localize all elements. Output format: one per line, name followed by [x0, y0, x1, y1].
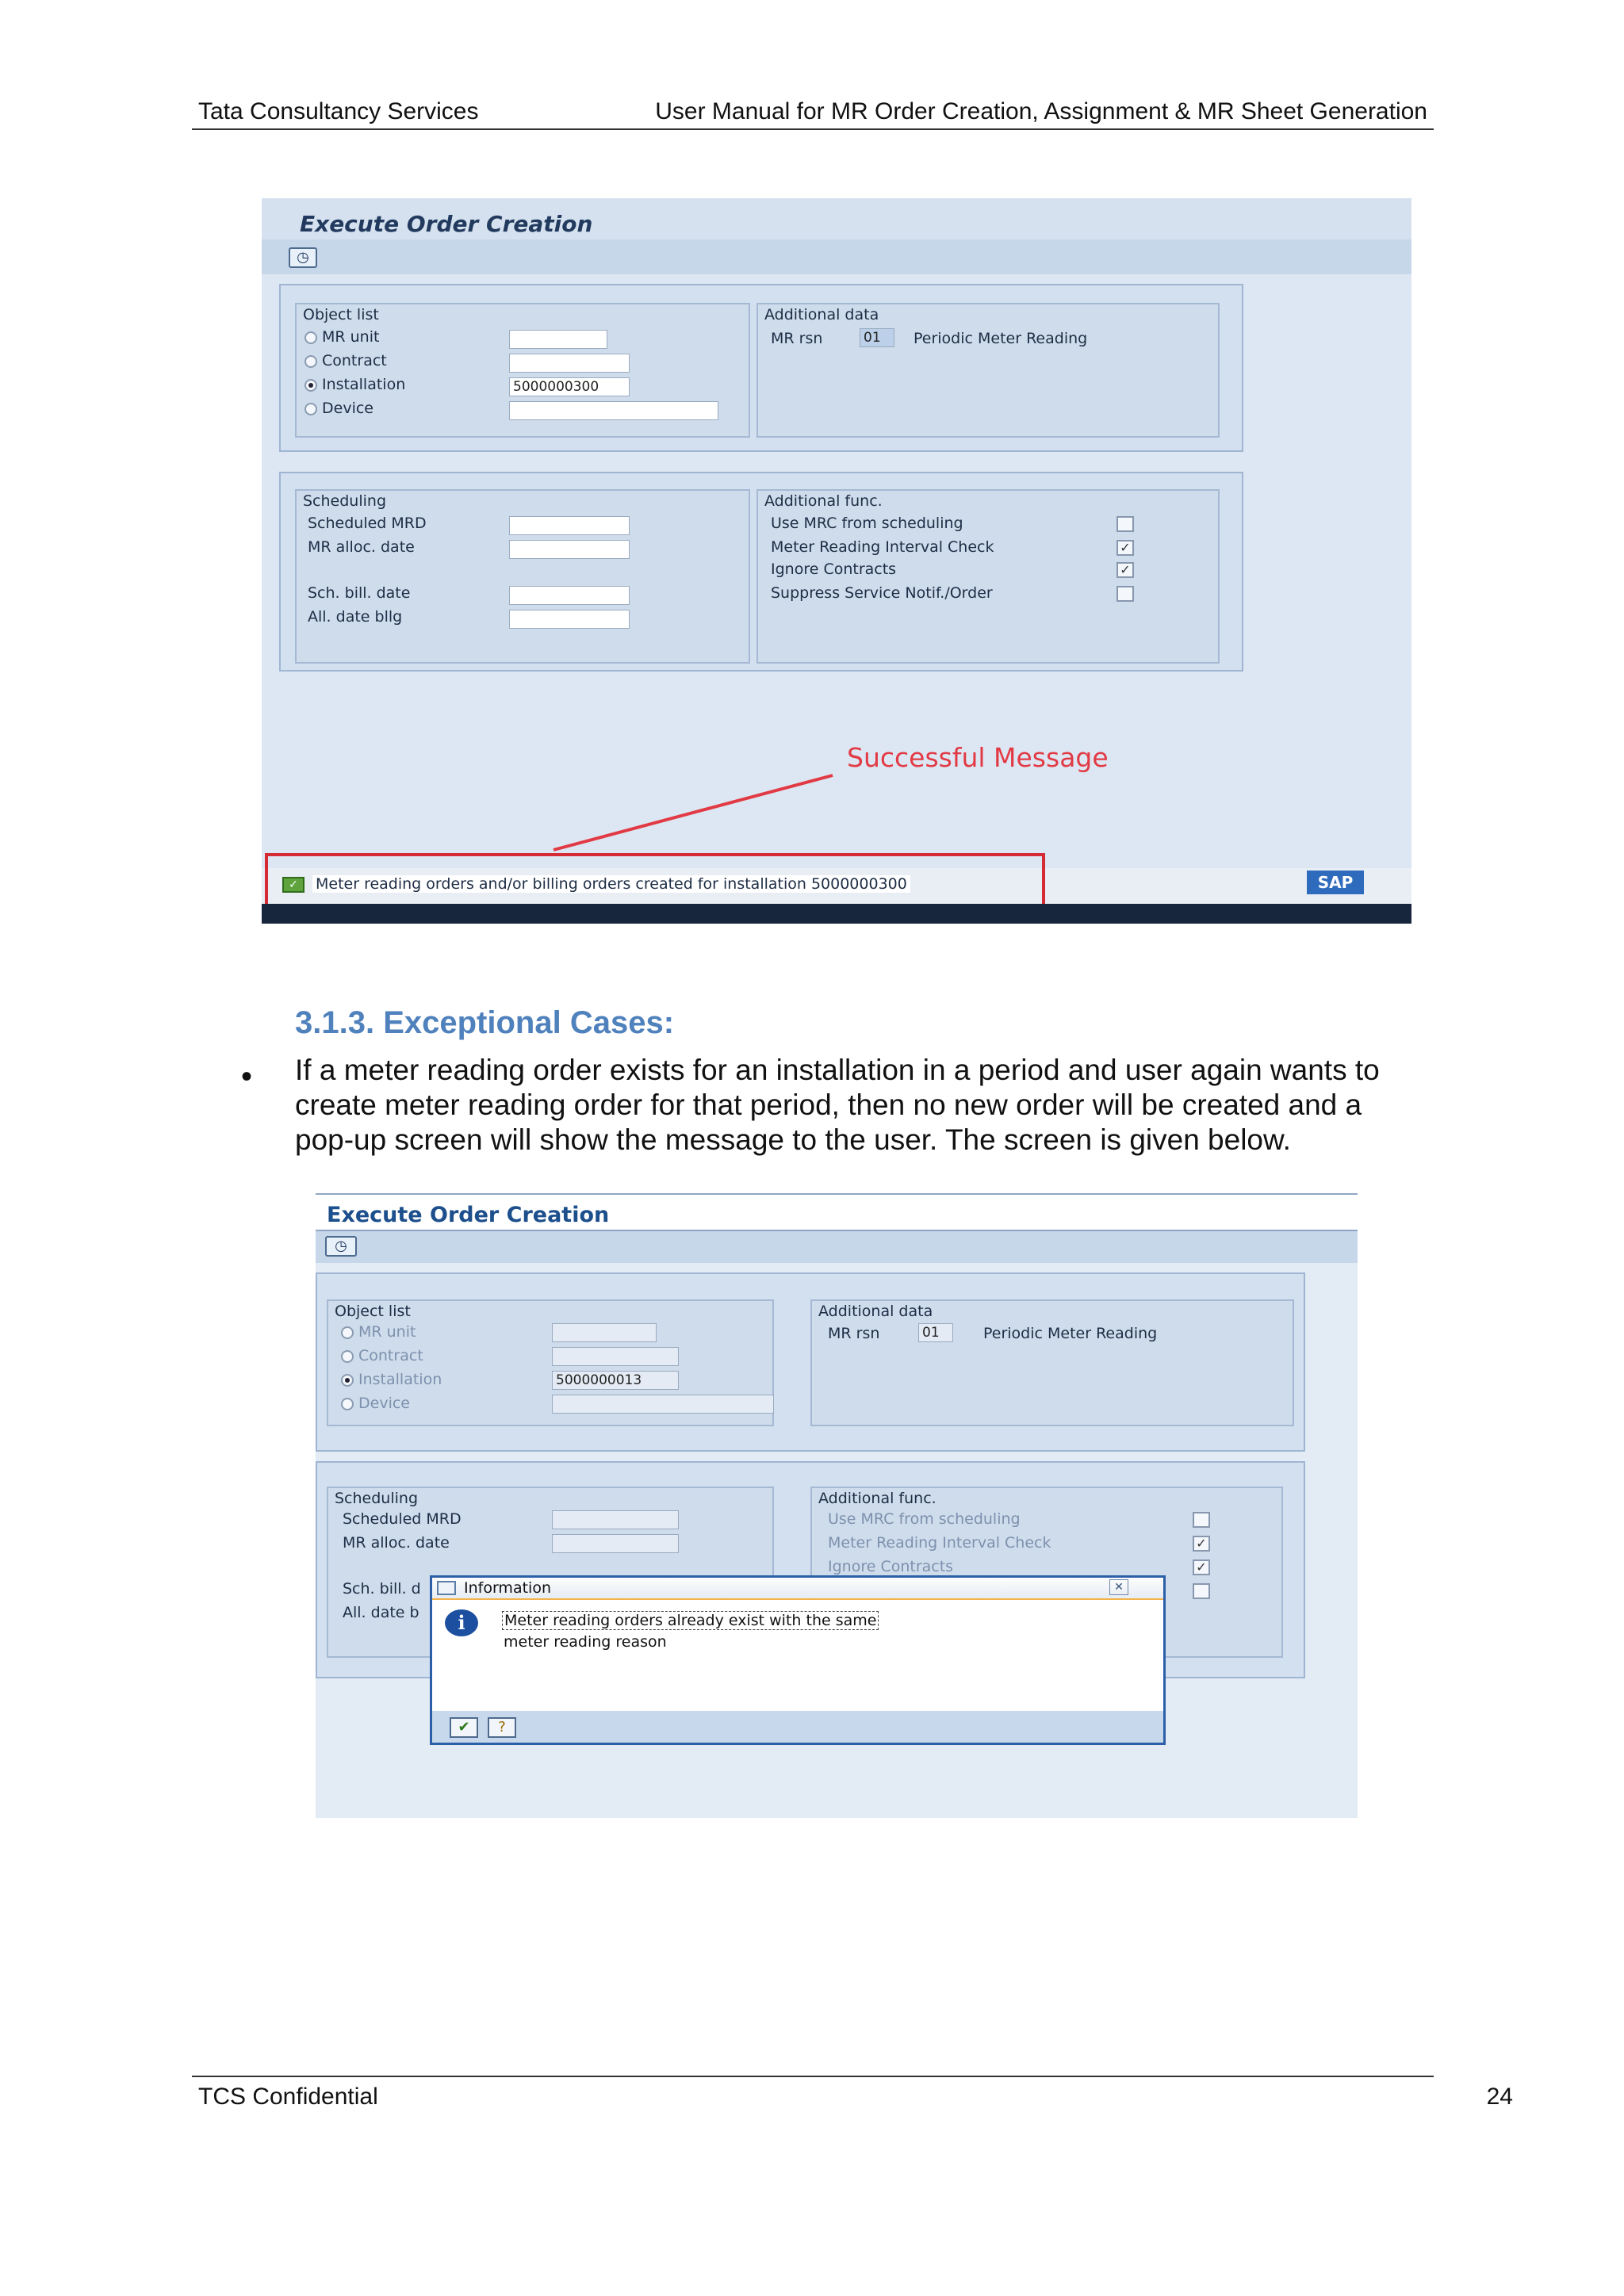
sch-bill-date-label: Sch. bill. d	[343, 1580, 421, 1598]
ignore-contracts-checkbox[interactable]: ✓	[1193, 1559, 1210, 1575]
scheduled-mrd-label: Scheduled MRD	[343, 1510, 462, 1528]
interval-check-checkbox[interactable]: ✓	[1116, 540, 1134, 556]
sap-logo: SAP	[1307, 871, 1364, 894]
group-title: Object list	[303, 306, 379, 323]
mr-rsn-label: MR rsn	[828, 1325, 880, 1342]
dialog-message-line1: Meter reading orders already exist with the same	[502, 1611, 879, 1630]
additional-data-group	[810, 1299, 1294, 1426]
screen-title: Execute Order Creation	[316, 1193, 1358, 1231]
use-mrc-label: Use MRC from scheduling	[828, 1510, 1021, 1528]
suppress-notif-label: Suppress Service Notif./Order	[771, 584, 993, 602]
interval-check-label: Meter Reading Interval Check	[828, 1534, 1051, 1552]
footer-page-number: 24	[1486, 2084, 1513, 2110]
mr-rsn-text: Periodic Meter Reading	[914, 330, 1088, 347]
mr-unit-input[interactable]	[552, 1323, 657, 1342]
app-toolbar	[316, 1231, 1358, 1263]
all-date-bllg-label: All. date bllg	[308, 608, 403, 626]
radio-mr-unit[interactable]: MR unit	[341, 1323, 416, 1341]
execute-clock-icon[interactable]: ◷	[289, 247, 317, 268]
info-icon: i	[445, 1609, 478, 1636]
radio-mr-unit[interactable]: MR unit	[304, 328, 379, 346]
group-title: Scheduling	[335, 1490, 419, 1507]
group-title: Scheduling	[303, 492, 387, 510]
device-input[interactable]	[552, 1395, 774, 1414]
header-doc-title: User Manual for MR Order Creation, Assignment & MR Sheet Generation	[655, 98, 1427, 124]
group-title: Additional func.	[764, 492, 883, 510]
group-title: Additional data	[818, 1303, 933, 1320]
page-footer	[192, 2076, 1513, 2115]
annotation-label: Successful Message	[847, 742, 1109, 773]
group-title: Additional func.	[818, 1490, 936, 1507]
mr-rsn-input[interactable]: 01	[918, 1323, 953, 1342]
screenshot-order-creation-success	[262, 198, 1411, 924]
section-paragraph: If a meter reading order exists for an installation in a period and user again wants to create meter reading order for that period, then no new order will be created and a pop-up screen will show the message to the user. The screen is given below.	[295, 1054, 1380, 1156]
group-title: Additional data	[764, 306, 879, 323]
radio-installation[interactable]: Installation	[304, 376, 405, 393]
section-heading: 3.1.3. Exceptional Cases:	[295, 1005, 675, 1040]
scheduled-mrd-label: Scheduled MRD	[308, 515, 427, 532]
radio-device[interactable]: Device	[341, 1395, 410, 1412]
mr-rsn-input[interactable]: 01	[860, 328, 894, 347]
ignore-contracts-label: Ignore Contracts	[771, 561, 897, 578]
installation-input[interactable]: 5000000013	[552, 1371, 679, 1390]
all-date-bllg-label: All. date b	[343, 1604, 419, 1621]
page-header	[192, 98, 1434, 130]
dialog-button-bar	[432, 1711, 1163, 1743]
selection-panel	[316, 1272, 1305, 1452]
screen-title: Execute Order Creation	[262, 198, 1411, 239]
annotation-arrow	[262, 198, 1411, 924]
status-ok-icon: ✓	[282, 877, 304, 893]
mr-rsn-label: MR rsn	[771, 330, 823, 347]
scheduled-mrd-input[interactable]	[552, 1510, 679, 1529]
help-button[interactable]: ?	[488, 1717, 516, 1738]
execute-clock-icon[interactable]: ◷	[325, 1236, 357, 1257]
ignore-contracts-checkbox[interactable]: ✓	[1116, 562, 1134, 578]
dialog-titlebar	[432, 1578, 1163, 1600]
sch-bill-date-label: Sch. bill. date	[308, 584, 411, 602]
dialog-title: Information	[464, 1579, 551, 1597]
group-title: Object list	[335, 1303, 411, 1320]
information-dialog	[430, 1575, 1166, 1745]
suppress-notif-checkbox[interactable]	[1193, 1583, 1210, 1599]
radio-device[interactable]: Device	[304, 400, 373, 417]
screenshot-order-exists-popup	[316, 1193, 1358, 1818]
radio-contract[interactable]: Contract	[341, 1347, 423, 1364]
interval-check-checkbox[interactable]: ✓	[1193, 1536, 1210, 1552]
radio-installation[interactable]: Installation	[341, 1371, 442, 1388]
mr-alloc-date-input[interactable]	[552, 1534, 679, 1553]
taskbar	[262, 904, 1411, 924]
dialog-message-line2: meter reading reason	[504, 1633, 667, 1651]
object-list-group	[327, 1299, 774, 1426]
status-message: Meter reading orders and/or billing orders created for installation 5000000300	[312, 875, 910, 893]
use-mrc-label: Use MRC from scheduling	[771, 515, 963, 532]
mr-alloc-date-label: MR alloc. date	[343, 1534, 450, 1552]
mr-alloc-date-label: MR alloc. date	[308, 538, 415, 556]
radio-contract[interactable]: Contract	[304, 352, 387, 369]
ignore-contracts-label: Ignore Contracts	[828, 1558, 954, 1575]
dialog-icon	[437, 1581, 456, 1595]
mr-rsn-text: Periodic Meter Reading	[983, 1325, 1158, 1342]
use-mrc-checkbox[interactable]	[1193, 1512, 1210, 1528]
close-icon[interactable]: ✕	[1109, 1579, 1128, 1595]
contract-input[interactable]	[552, 1347, 679, 1366]
footer-confidential: TCS Confidential	[198, 2084, 378, 2110]
header-company: Tata Consultancy Services	[198, 98, 479, 124]
confirm-check-button[interactable]: ✔	[450, 1717, 478, 1738]
bullet-glyph: •	[241, 1059, 253, 1094]
installation-input[interactable]: 5000000300	[509, 377, 630, 396]
interval-check-label: Meter Reading Interval Check	[771, 538, 994, 556]
